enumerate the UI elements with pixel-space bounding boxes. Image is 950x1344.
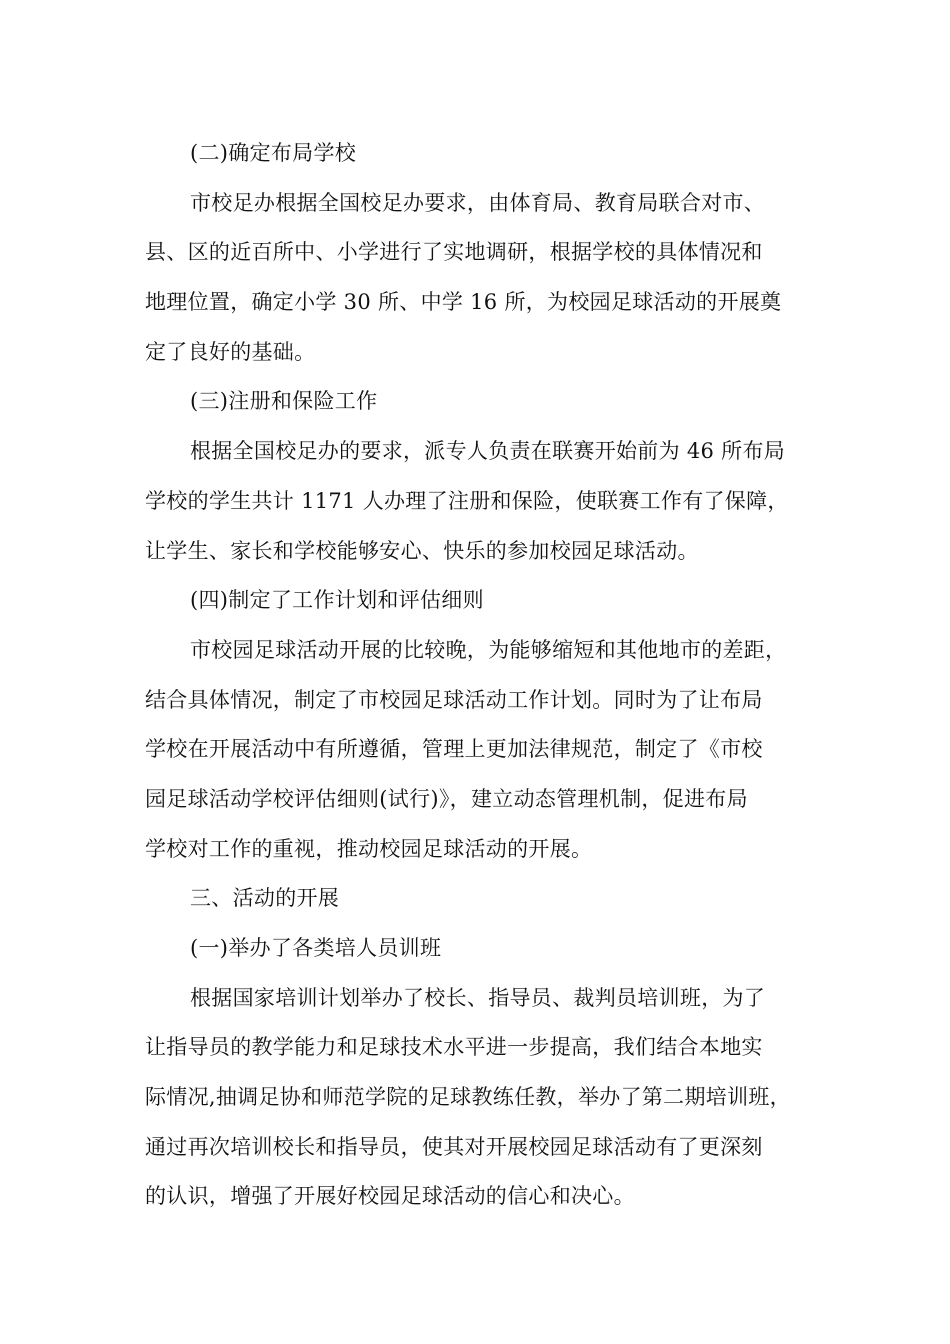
text-line: 学校的学生共计 1171 人办理了注册和保险，使联赛工作有了保障， — [145, 488, 789, 513]
text-line: 结合具体情况，制定了市校园足球活动工作计划。同时为了让布局 — [145, 687, 763, 712]
text-line: 根据国家培训计划举办了校长、指导员、裁判员培训班，为了 — [190, 985, 766, 1010]
text-line: 市校足办根据全国校足办要求，由体育局、教育局联合对市、 — [190, 190, 766, 215]
text-line: 际情况,抽调足协和师范学院的足球教练任教，举办了第二期培训班， — [145, 1085, 791, 1110]
text-line: 学校在开展活动中有所遵循，管理上更加法律规范，制定了《市校 — [145, 737, 763, 762]
text-line: 学校对工作的重视，推动校园足球活动的开展。 — [145, 836, 593, 861]
text-line: (三)注册和保险工作 — [190, 389, 378, 414]
text-line: 地理位置，确定小学 30 所、中学 16 所，为校园足球活动的开展奠 — [145, 290, 782, 315]
text-line: 让学生、家长和学校能够安心、快乐的参加校园足球活动。 — [145, 538, 699, 563]
document-body — [145, 129, 810, 1222]
text-line: 县、区的近百所中、小学进行了实地调研，根据学校的具体情况和 — [145, 240, 763, 265]
text-line: 通过再次培训校长和指导员，使其对开展校园足球活动有了更深刻 — [145, 1134, 763, 1159]
text-line: 市校园足球活动开展的比较晚，为能够缩短和其他地市的差距， — [190, 637, 787, 662]
text-line: (四)制定了工作计划和评估细则 — [190, 588, 484, 613]
text-line: (一)举办了各类培人员训班 — [190, 936, 442, 960]
text-line: (二)确定布局学校 — [190, 141, 357, 165]
text-line: 让指导员的教学能力和足球技术水平进一步提高，我们结合本地实 — [145, 1035, 763, 1060]
text-line: 根据全国校足办的要求，派专人负责在联赛开始前为 46 所布局 — [190, 439, 786, 464]
text-line: 园足球活动学校评估细则(试行)》，建立动态管理机制，促进布局 — [145, 786, 748, 811]
text-line: 定了良好的基础。 — [145, 339, 316, 364]
text-line: 的认识，增强了开展好校园足球活动的信心和决心。 — [145, 1184, 635, 1209]
text-line: 三、活动的开展 — [190, 886, 340, 911]
